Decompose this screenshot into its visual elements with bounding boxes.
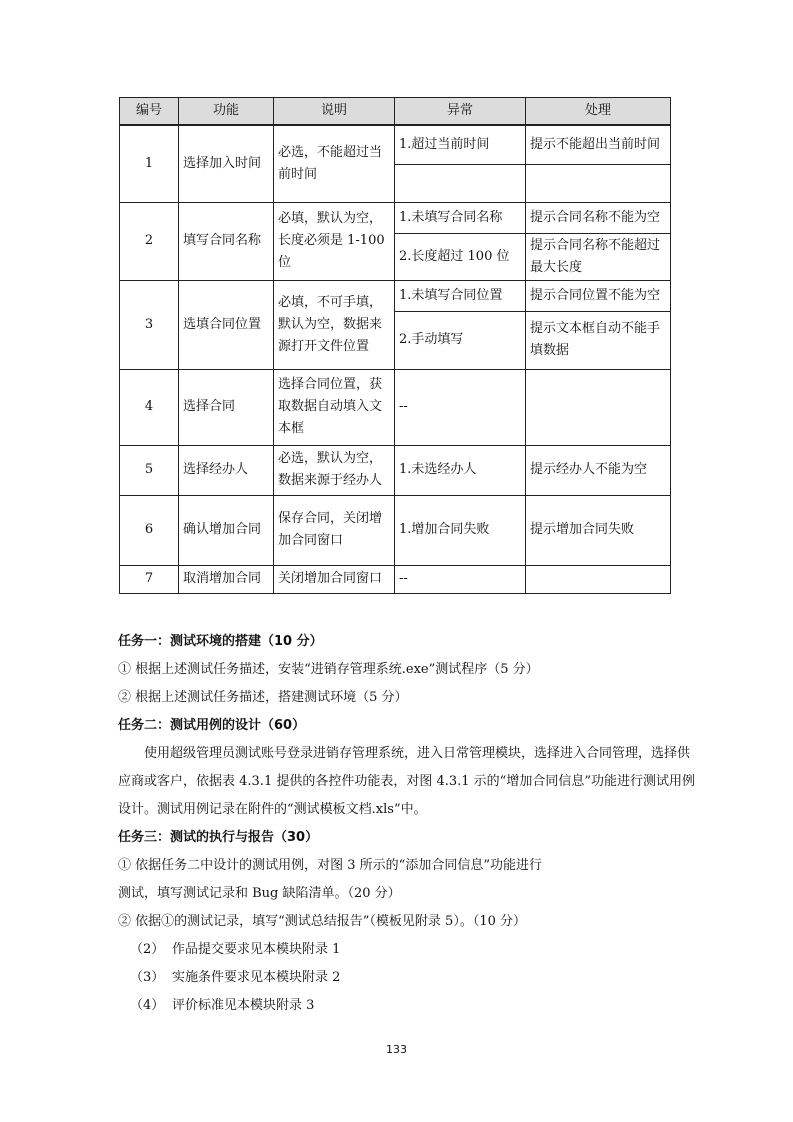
note-text: 评价标准见本模块附录 3 bbox=[172, 998, 315, 1013]
row-handling: 提示合同位置不能为空 bbox=[526, 280, 671, 311]
row-handling: 提示不能超出当前时间 bbox=[526, 125, 671, 164]
note-number: （3） bbox=[130, 970, 165, 985]
row-description: 必选，默认为空，数据来源于经办人 bbox=[274, 445, 395, 495]
table-row bbox=[120, 495, 671, 565]
row-description: 必填，不可手填，默认为空，数据来源打开文件位置 bbox=[274, 280, 395, 369]
task2-body: 使用超级管理员测试账号登录进销存管理系统，进入日常管理模块，选择进入合同管理，选择供应商或客户，依据表 4.3.1 提供的各控件功能表，对图 4.3.1 示的“增加合同信息”功能进行测试用例设计。测试用例记录在附件的“测试模板文档.xls”中。 bbox=[118, 746, 695, 817]
row-function: 选择合同 bbox=[179, 369, 274, 445]
row-function: 选择加入时间 bbox=[179, 125, 274, 202]
row-handling: 提示合同名称不能超过最大长度 bbox=[526, 233, 671, 280]
table-row bbox=[120, 369, 671, 445]
task1-title: 任务一：测试环境的搭建（10 分） bbox=[118, 634, 323, 649]
row-handling: 提示经办人不能为空 bbox=[526, 445, 671, 495]
row-number: 1 bbox=[120, 125, 179, 202]
row-number: 5 bbox=[120, 445, 179, 495]
header-handling: 处理 bbox=[526, 98, 671, 126]
header-description: 说明 bbox=[274, 98, 395, 126]
row-exception: 1.超过当前时间 bbox=[395, 125, 526, 164]
row-handling: 提示增加合同失败 bbox=[526, 495, 671, 565]
row-exception bbox=[395, 164, 526, 202]
table-row bbox=[120, 202, 671, 233]
note-number: （4） bbox=[130, 998, 165, 1013]
row-exception: 1.增加合同失败 bbox=[395, 495, 526, 565]
task1-item2: ② 根据上述测试任务描述，搭建测试环境（5 分） bbox=[118, 690, 408, 705]
row-number: 4 bbox=[120, 369, 179, 445]
row-description: 必选，不能超过当前时间 bbox=[274, 125, 395, 202]
header-function: 功能 bbox=[179, 98, 274, 126]
table-row bbox=[120, 445, 671, 495]
page-number: 133 bbox=[386, 1043, 407, 1056]
task2-title: 任务二：测试用例的设计（60） bbox=[118, 718, 306, 733]
table-header-row bbox=[120, 98, 671, 126]
note-text: 作品提交要求见本模块附录 1 bbox=[172, 942, 341, 957]
row-description: 选择合同位置，获取数据自动填入文本框 bbox=[274, 369, 395, 445]
row-exception: 1.未填写合同位置 bbox=[395, 280, 526, 311]
control-function-table bbox=[119, 97, 671, 594]
row-number: 6 bbox=[120, 495, 179, 565]
note-text: 实施条件要求见本模块附录 2 bbox=[172, 970, 341, 985]
row-function: 取消增加合同 bbox=[179, 565, 274, 593]
task3-item1-line1: ① 依据任务二中设计的测试用例，对图 3 所示的“添加合同信息”功能进行 bbox=[118, 858, 542, 873]
row-function: 选填合同位置 bbox=[179, 280, 274, 369]
row-exception: -- bbox=[395, 369, 526, 445]
table-row bbox=[120, 280, 671, 311]
header-number: 编号 bbox=[120, 98, 179, 126]
note-item bbox=[118, 964, 698, 992]
header-exception: 异常 bbox=[395, 98, 526, 126]
note-item bbox=[118, 936, 698, 964]
row-number: 2 bbox=[120, 202, 179, 280]
row-number: 7 bbox=[120, 565, 179, 593]
row-exception: 1.未选经办人 bbox=[395, 445, 526, 495]
task1-item1: ① 根据上述测试任务描述，安装“进销存管理系统.exe”测试程序（5 分） bbox=[118, 662, 539, 677]
row-number: 3 bbox=[120, 280, 179, 369]
row-handling: 提示文本框自动不能手填数据 bbox=[526, 311, 671, 369]
note-item bbox=[118, 992, 698, 1020]
row-handling bbox=[526, 164, 671, 202]
table-row bbox=[120, 565, 671, 593]
note-number: （2） bbox=[130, 942, 165, 957]
table-row bbox=[120, 125, 671, 164]
task-section bbox=[118, 628, 698, 1020]
row-handling: 提示合同名称不能为空 bbox=[526, 202, 671, 233]
task3-item2: ② 依据①的测试记录，填写“测试总结报告”（模板见附录 5）。（10 分） bbox=[118, 914, 527, 929]
task3-title: 任务三：测试的执行与报告（30） bbox=[118, 830, 319, 845]
row-description: 必填，默认为空，长度必须是 1-100 位 bbox=[274, 202, 395, 280]
row-description: 关闭增加合同窗口 bbox=[274, 565, 395, 593]
row-function: 确认增加合同 bbox=[179, 495, 274, 565]
row-exception: 2.手动填写 bbox=[395, 311, 526, 369]
row-exception: 1.未填写合同名称 bbox=[395, 202, 526, 233]
row-handling bbox=[526, 369, 671, 445]
task3-item1-line2: 测试，填写测试记录和 Bug 缺陷清单。（20 分） bbox=[118, 886, 401, 901]
row-description: 保存合同，关闭增加合同窗口 bbox=[274, 495, 395, 565]
row-function: 选择经办人 bbox=[179, 445, 274, 495]
row-exception: 2.长度超过 100 位 bbox=[395, 233, 526, 280]
row-exception: -- bbox=[395, 565, 526, 593]
row-function: 填写合同名称 bbox=[179, 202, 274, 280]
row-handling bbox=[526, 565, 671, 593]
